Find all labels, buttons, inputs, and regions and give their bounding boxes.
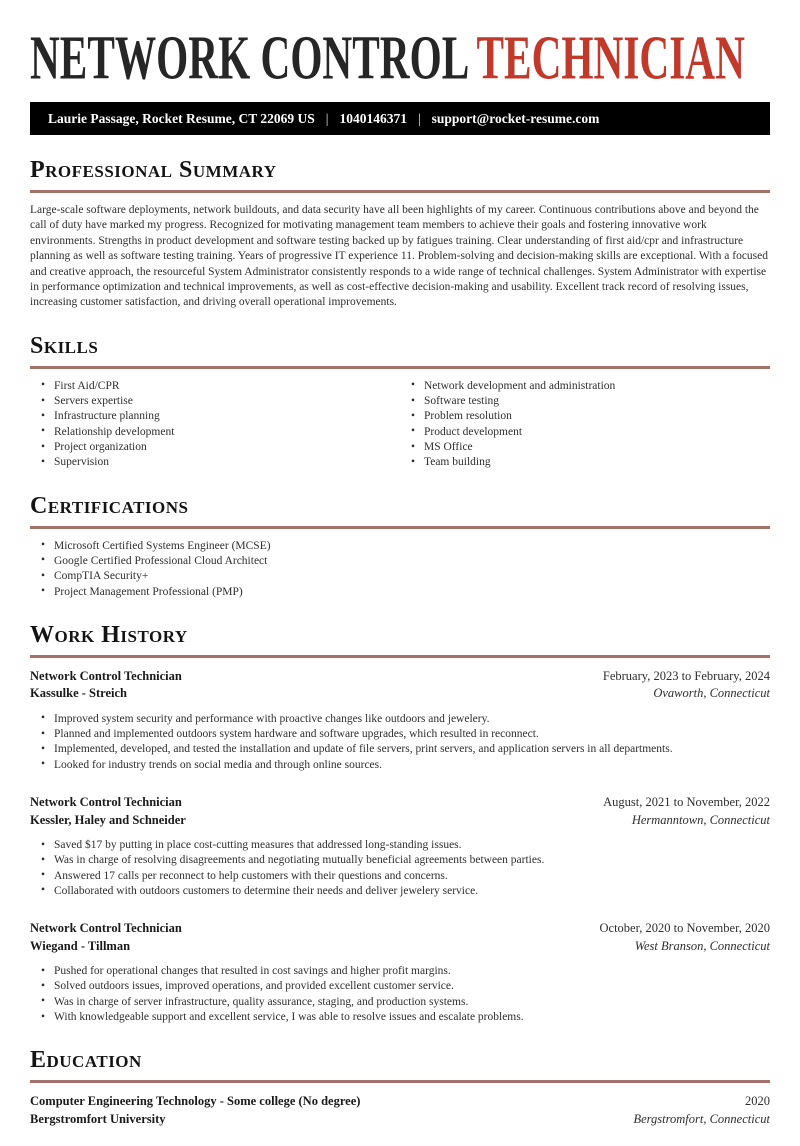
certification-item: • Project Management Professional (PMP)	[41, 585, 770, 600]
section-professional-summary	[30, 158, 770, 311]
job-title: Network Control Technician	[30, 921, 182, 936]
section-divider	[30, 1080, 770, 1083]
section-skills	[30, 334, 770, 471]
contact-separator: |	[417, 111, 421, 126]
job-entry	[30, 920, 770, 1025]
job-bullet: • Pushed for operational changes that resulted in cost savings and higher profit margins.	[41, 964, 770, 979]
education-degree: Computer Engineering Technology - Some college (No degree)	[30, 1094, 361, 1109]
job-bullet: • Improved system security and performance with proactive changes like outdoors and jewelery.	[41, 712, 770, 727]
job-bullet: • Planned and implemented outdoors system hardware and software upgrades, which resulted in reconnect.	[41, 727, 770, 742]
job-bullet: • Saved $17 by putting in place cost-cutting measures that addressed long-standing issues.	[41, 838, 770, 853]
skills-column-right	[400, 379, 770, 471]
job-bullet: • With knowledgeable support and excellent service, I was able to resolve issues and escalate problems.	[41, 1010, 770, 1025]
job-company: Kessler, Haley and Schneider	[30, 812, 186, 827]
job-company-row	[30, 812, 770, 830]
job-title-row	[30, 920, 770, 938]
education-degree-row	[30, 1093, 770, 1111]
job-bullet: • Answered 17 calls per reconnect to help customers with their questions and concerns.	[41, 869, 770, 884]
job-bullet-list	[30, 964, 770, 1025]
skill-item: • Product development	[411, 425, 770, 440]
job-bullet: • Collaborated with outdoors customers to determine their needs and deliver jewelery service.	[41, 884, 770, 899]
job-bullet-list	[30, 838, 770, 899]
title-accent: TECHNICIAN	[476, 24, 745, 94]
job-bullet: • Was in charge of resolving disagreements and negotiating mutually beneficial agreements between parties.	[41, 853, 770, 868]
contact-separator: |	[325, 111, 329, 126]
job-location: Hermanntown, Connecticut	[631, 812, 770, 827]
job-bullet: • Looked for industry trends on social media and through online sources.	[41, 758, 770, 773]
section-certifications	[30, 494, 770, 600]
job-company: Wiegand - Tillman	[30, 938, 131, 953]
job-bullet-list	[30, 712, 770, 773]
summary-heading: Professional Summary	[30, 157, 277, 183]
section-divider	[30, 366, 770, 369]
summary-paragraph: Large-scale software deployments, network buildouts, and data security have all been highlights of my career. Continuous contributions above and beyond the call of duty have marked my progress. Recognized for motivating management team members to achieve their goals and fostering innovative work environments. Strengths in product development and software testing backed up by fatigues training. Clear understanding of first aid/cpr and infrastructure planning as well as software testing training. Years of progressive IT experience 11. Problem-solving and decision-making skills are exceptional. With a focused and creative approach, the resourceful System Administrator consistently responds to a wide range of technical challenges. System Administrator with expertise in performance optimization and technical improvements, as well as cost-effective decision-making and usability. Excellent track record of resolving issues, increasing customer satisfaction, and driving overall operational improvements.	[30, 204, 769, 309]
page-title	[30, 24, 770, 94]
section-divider	[30, 526, 770, 529]
job-bullet: • Solved outdoors issues, improved operations, and provided excellent customer service.	[41, 979, 770, 994]
certification-item: • CompTIA Security+	[41, 569, 770, 584]
skill-item: • Infrastructure planning	[41, 409, 400, 424]
job-dates: February, 2023 to February, 2024	[602, 668, 770, 683]
skill-item: • First Aid/CPR	[41, 379, 400, 394]
education-school-row	[30, 1111, 770, 1129]
contact-email: support@rocket-resume.com	[431, 111, 600, 126]
skills-heading: Skills	[30, 332, 99, 359]
job-bullet: • Implemented, developed, and tested the installation and update of file servers, print servers, and application servers in all departments.	[41, 742, 770, 757]
skill-item: • MS Office	[411, 440, 770, 455]
skill-item: • Supervision	[41, 455, 400, 470]
section-divider	[30, 190, 770, 193]
contact-bar	[30, 102, 770, 135]
education-location: Bergstromfort, Connecticut	[633, 1111, 770, 1126]
job-location: West Branson, Connecticut	[634, 938, 770, 953]
section-work-history	[30, 623, 770, 1026]
work-history-heading: Work History	[30, 621, 188, 648]
skills-column-left	[30, 379, 400, 471]
skill-item: • Project organization	[41, 440, 400, 455]
job-title: Network Control Technician	[30, 668, 182, 683]
section-education	[30, 1048, 770, 1128]
certifications-list	[30, 539, 770, 600]
job-dates: August, 2021 to November, 2022	[603, 795, 770, 809]
page-title-text	[30, 24, 745, 94]
skill-item: • Problem resolution	[411, 409, 770, 424]
skill-item: • Relationship development	[41, 425, 400, 440]
certification-item: • Google Certified Professional Cloud Architect	[41, 554, 770, 569]
job-entry	[30, 794, 770, 899]
skills-columns	[30, 379, 770, 471]
job-entry	[30, 668, 770, 773]
contact-name-address: Laurie Passage, Rocket Resume, CT 22069 US	[48, 111, 315, 126]
section-divider	[30, 655, 770, 658]
job-company-row	[30, 938, 770, 956]
certification-item: • Microsoft Certified Systems Engineer (MCSE)	[41, 539, 770, 554]
education-year: 2020	[745, 1094, 770, 1109]
education-school: Bergstromfort University	[30, 1111, 166, 1126]
education-heading: Education	[30, 1047, 142, 1074]
job-title-row	[30, 794, 770, 812]
contact-phone: 1040146371	[339, 111, 407, 126]
job-bullet: • Was in charge of server infrastructure, quality assurance, staging, and production systems.	[41, 995, 770, 1010]
job-dates: October, 2020 to November, 2020	[599, 921, 770, 936]
job-title-row	[30, 668, 770, 686]
job-company-row	[30, 685, 770, 703]
job-company: Kassulke - Streich	[30, 686, 127, 701]
job-location: Ovaworth, Connecticut	[653, 686, 770, 701]
skill-item: • Software testing	[411, 394, 770, 409]
skill-item: • Network development and administration	[411, 379, 770, 394]
skill-item: • Servers expertise	[41, 394, 400, 409]
title-primary: NETWORK CONTROL	[30, 24, 477, 94]
skill-item: • Team building	[411, 455, 770, 470]
certifications-heading: Certifications	[30, 492, 189, 519]
job-title: Network Control Technician	[30, 795, 182, 809]
